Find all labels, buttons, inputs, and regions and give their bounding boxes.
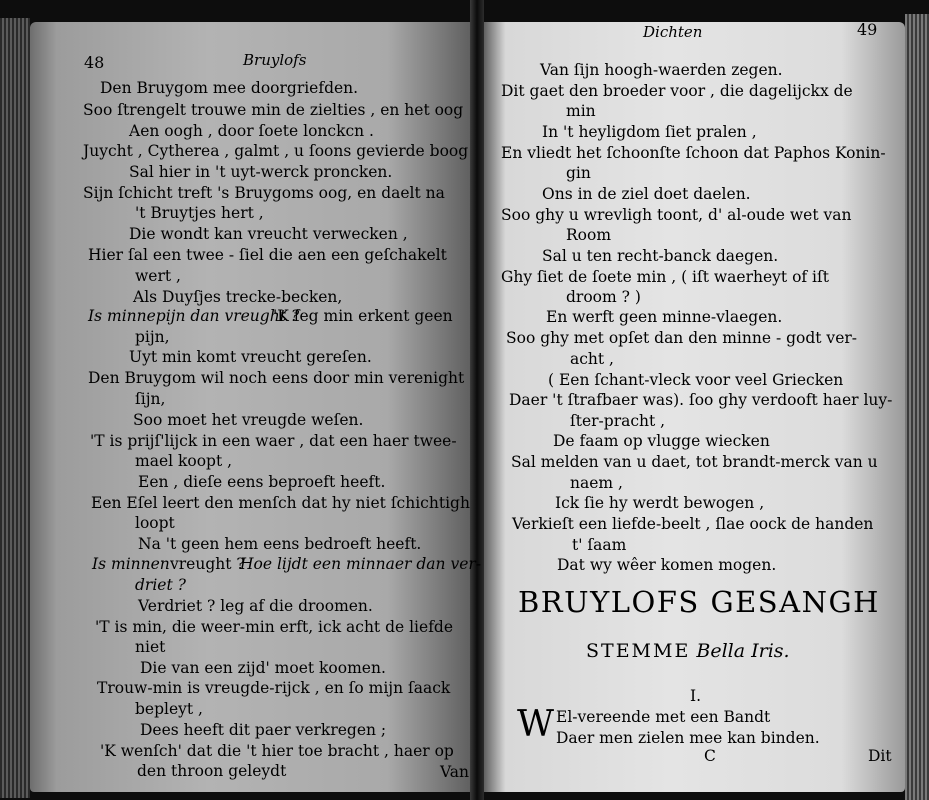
verse-line: 't Bruytjes hert , <box>135 204 264 222</box>
verse-line: ( Een ſchant-vleck voor veel Griecken <box>548 371 844 389</box>
verse-line: wert , <box>135 267 181 285</box>
verse-line: Ick ſie hy werdt bewogen , <box>555 494 765 512</box>
verse-line: Den Bruygom wil noch eens door min verenight <box>88 369 465 387</box>
right-page-number: 49 <box>857 20 878 39</box>
tune-line <box>586 640 790 662</box>
verse-line: Verdriet ? leg af die droomen. <box>138 597 373 615</box>
verse-line: ſijn, <box>135 390 166 408</box>
verse-line: In 't heyligdom ſiet pralen , <box>542 123 757 141</box>
verse-line: Is minnen <box>92 555 170 573</box>
verse-line: Juycht , Cytherea , galmt , u ſoons gevierde boog <box>83 142 469 160</box>
verse-line: vreught ? <box>170 555 245 573</box>
tune-label: STEMME <box>586 640 691 662</box>
song-title: BRUYLOFS GESANGH <box>518 585 880 619</box>
verse-line: Na 't geen hem eens bedroeft heeft. <box>138 535 422 553</box>
left-page-number: 48 <box>84 53 105 72</box>
verse-line: 'T is min, die weer-min erft, ick acht de liefde <box>95 618 454 636</box>
verse-line: pijn, <box>135 328 170 346</box>
verse-line: Soo ghy u wrevligh toont, d' al-oude wet van <box>501 206 852 224</box>
verse-line: Room <box>566 226 612 244</box>
verse-line: Hoe lijdt een minnaer dan ver- <box>240 555 482 573</box>
verse-line: Soo ghy met opſet dan den minne - godt ver- <box>506 329 858 347</box>
verse-line: En werft geen minne-vlaegen. <box>546 308 783 326</box>
verse-line: Verkieſt een liefde-beelt , ſlae oock de handen <box>512 515 874 533</box>
verse-line: Sal hier in 't uyt-werck proncken. <box>129 163 393 181</box>
right-catchword: Dit <box>868 747 892 765</box>
verse-line: En vliedt het ſchoonſte ſchoon dat Paphos Konin- <box>501 144 886 162</box>
verse-line: Ghy ſiet de ſoete min , ( iſt waerheyt of iſt <box>501 268 829 286</box>
verse-line: Uyt min komt vreucht gereſen. <box>129 348 372 366</box>
verse-line: Sal melden van u daet, tot brandt-merck van u <box>511 453 878 471</box>
left-running-head: Bruylofs <box>243 51 307 69</box>
verse-line: Aen oogh , door ſoete lonckcn . <box>129 122 374 140</box>
verse-line: naem , <box>570 474 623 492</box>
right-running-head: Dichten <box>643 23 703 41</box>
signature-mark: C <box>704 747 716 765</box>
verse-line: Den Bruygom mee doorgriefden. <box>100 79 359 97</box>
verse-line: Als Duyſjes trecke-becken, <box>133 288 343 306</box>
verse-line: niet <box>135 638 166 656</box>
verse-line: den throon geleydt <box>137 762 287 780</box>
verse-line: Sal u ten recht-banck daegen. <box>542 247 779 265</box>
left-catchword: Van <box>440 763 469 781</box>
stanza-number: I. <box>690 687 702 705</box>
verse-line: 'K wenſch' dat die 't hier toe bracht , haer op <box>100 742 454 760</box>
verse-line: Is minnepijn dan vreught ? <box>88 307 300 325</box>
verse-line: driet ? <box>135 576 186 594</box>
verse-line: Daer 't ſtrafbaer was). ſoo ghy verdooft haer luy- <box>509 391 893 409</box>
verse-line: Soo ſtrengelt trouwe min de zielties , en het oog <box>83 101 464 119</box>
verse-line: bepleyt , <box>135 700 203 718</box>
verse-line: De faam op vlugge wiecken <box>553 432 770 450</box>
verse-line: loopt <box>135 514 175 532</box>
verse-line: ſter-pracht , <box>570 412 666 430</box>
verse-line: gin <box>566 164 591 182</box>
verse-line: 'K ſeg min erkent geen <box>273 307 453 325</box>
verse-line: Dees heeft dit paer verkregen ; <box>140 721 387 739</box>
verse-line: Ons in de ziel doet daelen. <box>542 185 751 203</box>
verse-line: droom ? ) <box>566 288 641 306</box>
verse-line: 'T is prijſ'lijck in een waer , dat een haer twee- <box>90 432 457 450</box>
right-page-edges <box>905 14 929 800</box>
tune-melody: Bella Iris. <box>696 640 790 662</box>
verse-line: Sijn ſchicht treft 's Bruygoms oog, en daelt na <box>83 184 445 202</box>
verse-line: Dat wy wêer komen mogen. <box>557 556 777 574</box>
verse-line: Een , dieſe eens beproeft heeft. <box>138 473 386 491</box>
left-page-edges <box>0 18 30 798</box>
drop-cap: W <box>517 704 555 745</box>
verse-line: Een Eſel leert den menſch dat hy niet ſchichtigh <box>91 494 470 512</box>
verse-line: min <box>566 102 596 120</box>
verse-line: Soo moet het vreugde weſen. <box>133 411 364 429</box>
verse-line: acht , <box>570 350 614 368</box>
verse-line: El-vereende met een Bandt <box>556 708 771 726</box>
verse-line: Daer men zielen mee kan binden. <box>556 729 820 747</box>
verse-line: Dit gaet den broeder voor , die dagelijckx de <box>501 82 853 100</box>
verse-line: mael koopt , <box>135 452 233 470</box>
verse-line: Van ſijn hoogh-waerden zegen. <box>540 61 783 79</box>
verse-line: Die van een zijd' moet koomen. <box>140 659 386 677</box>
verse-line: Die wondt kan vreucht verwecken , <box>129 225 408 243</box>
verse-line: Hier ſal een twee - ſiel die aen een geſchakelt <box>88 246 447 264</box>
book-gutter <box>470 0 484 800</box>
verse-line: Trouw-min is vreugde-rijck , en ſo mijn ſaack <box>97 679 451 697</box>
verse-line: t' ſaam <box>572 536 627 554</box>
